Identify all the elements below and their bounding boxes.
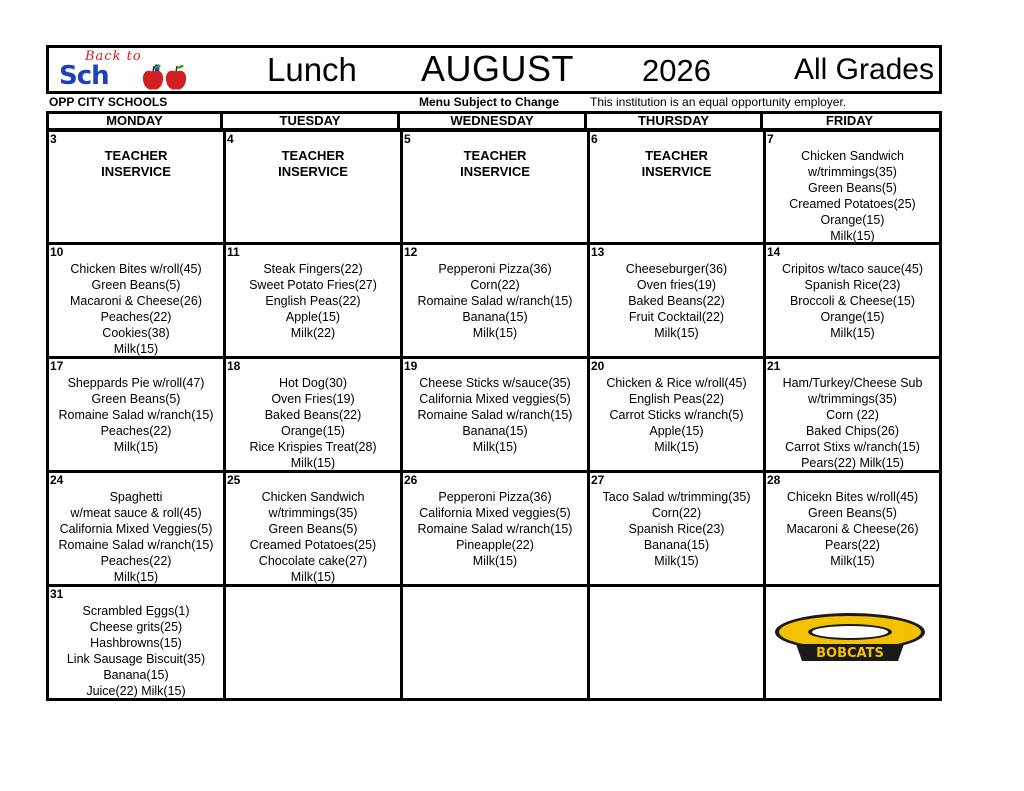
menu-item: Hashbrowns(15) xyxy=(90,636,182,650)
menu-item: Green Beans(5) xyxy=(808,181,897,195)
menu-item: Macaroni & Cheese(26) xyxy=(69,294,202,308)
menu-item: Milk(15) xyxy=(830,229,875,243)
menu-item: Banana(15) xyxy=(103,668,169,682)
menu-item: Scrambled Eggs(1) xyxy=(82,604,190,618)
menu-item: INSERVICE xyxy=(641,164,712,179)
menu-item: Milk(15) xyxy=(472,440,518,454)
menu-item: Carrot Sticks w/ranch(5) xyxy=(609,408,744,422)
menu-title: Lunch xyxy=(267,51,357,88)
day-cell-20 xyxy=(590,359,766,473)
menu-item-list xyxy=(49,603,223,698)
menu-item: Orange(15) xyxy=(281,424,345,438)
weekday-header-row xyxy=(46,111,942,131)
menu-item: Pears(22) xyxy=(825,538,880,552)
menu-item: TEACHER xyxy=(281,148,345,163)
menu-item: Spanish Rice(23) xyxy=(628,522,725,536)
menu-item: Link Sausage Biscuit(35) xyxy=(66,652,206,666)
day-cell-24 xyxy=(49,473,226,587)
menu-item: Peaches(22) xyxy=(100,554,172,568)
day-number: 20 xyxy=(591,359,605,373)
day-cell-11 xyxy=(226,245,403,359)
menu-item: Milk(15) xyxy=(472,326,518,340)
menu-item: Sweet Potato Fries(27) xyxy=(249,278,377,292)
day-number: 25 xyxy=(227,473,241,487)
menu-item: California Mixed veggies(5) xyxy=(419,506,571,520)
menu-item: INSERVICE xyxy=(101,164,171,179)
menu-item: Juice(22) Milk(15) xyxy=(86,684,186,698)
menu-item-list xyxy=(49,261,223,357)
menu-item: TEACHER xyxy=(104,148,168,163)
menu-item: Orange(15) xyxy=(820,213,885,227)
day-cell-13 xyxy=(590,245,766,359)
menu-item-list xyxy=(590,261,763,341)
menu-item: Creamed Potatoes(25) xyxy=(249,538,377,552)
menu-item: Green Beans(5) xyxy=(808,506,897,520)
menu-item: Milk(15) xyxy=(290,570,336,584)
day-cell-21 xyxy=(766,359,939,473)
menu-item: Baked Chips(26) xyxy=(805,424,900,438)
day-number: 6 xyxy=(591,132,598,146)
menu-item: Milk(15) xyxy=(290,456,336,470)
day-number: 21 xyxy=(767,359,781,373)
menu-item: Romaine Salad w/ranch(15) xyxy=(58,538,214,552)
menu-item: Cheese Sticks w/sauce(35) xyxy=(419,376,571,390)
day-number: 26 xyxy=(404,473,418,487)
menu-item: Peaches(22) xyxy=(100,310,172,324)
menu-item: Cheese grits(25) xyxy=(89,620,183,634)
menu-item-list xyxy=(49,489,223,585)
menu-item: Milk(22) xyxy=(290,326,336,340)
day-cell-10 xyxy=(49,245,226,359)
menu-item: Banana(15) xyxy=(643,538,710,552)
menu-item: Romaine Salad w/ranch(15) xyxy=(58,408,214,422)
lunch-calendar-grid xyxy=(46,129,942,701)
apple-icon xyxy=(142,64,188,92)
day-number: 13 xyxy=(591,245,605,259)
menu-item: Chicken Bites w/roll(45) xyxy=(70,262,202,276)
menu-item: Green Beans(5) xyxy=(91,278,181,292)
empty-day-cell xyxy=(226,587,403,698)
day-number: 19 xyxy=(404,359,418,373)
menu-item: Ham/Turkey/Cheese Sub xyxy=(782,376,923,390)
menu-item: Creamed Potatoes(25) xyxy=(789,197,916,211)
logo-school-start: Sch xyxy=(59,61,109,91)
menu-item: TEACHER xyxy=(463,148,527,163)
logo-back-to-text: Back to xyxy=(85,49,142,64)
menu-item: Romaine Salad w/ranch(15) xyxy=(417,294,573,308)
day-cell-4 xyxy=(226,132,403,245)
menu-item: Milk(15) xyxy=(654,440,699,454)
day-cell-3 xyxy=(49,132,226,245)
subject-to-change-notice: Menu Subject to Change xyxy=(419,95,560,109)
menu-item: Pepperoni Pizza(36) xyxy=(438,262,552,276)
menu-item: Taco Salad w/trimming(35) xyxy=(602,490,751,504)
day-number: 12 xyxy=(404,245,418,259)
district-name: OPP CITY SCHOOLS xyxy=(49,95,168,109)
weekday-header-wednesday: WEDNESDAY xyxy=(400,114,587,128)
year-title: 2026 xyxy=(642,53,711,88)
day-number: 28 xyxy=(767,473,781,487)
menu-item: Baked Beans(22) xyxy=(628,294,725,308)
menu-item: Green Beans(5) xyxy=(91,392,181,406)
menu-item: California Mixed veggies(5) xyxy=(419,392,571,406)
menu-item: Oven Fries(19) xyxy=(271,392,355,406)
day-number: 7 xyxy=(767,132,774,146)
day-number: 4 xyxy=(227,132,234,146)
menu-item: Orange(15) xyxy=(820,310,885,324)
menu-item: TEACHER xyxy=(645,148,708,163)
day-cell-5 xyxy=(403,132,590,245)
bobcats-logo-text: BOBCATS xyxy=(816,646,884,661)
weekday-header-monday: MONDAY xyxy=(49,114,223,128)
day-cell-18 xyxy=(226,359,403,473)
menu-item-list xyxy=(766,148,939,244)
day-number: 27 xyxy=(591,473,605,487)
menu-item: Banana(15) xyxy=(462,310,528,324)
menu-item: English Peas(22) xyxy=(265,294,361,308)
bobcats-logo xyxy=(774,611,930,671)
menu-item: Pineapple(22) xyxy=(456,538,534,552)
back-to-school-logo xyxy=(59,51,219,91)
menu-item: Steak Fingers(22) xyxy=(263,262,363,276)
menu-item: Rice Krispies Treat(28) xyxy=(249,440,377,454)
menu-item: Peaches(22) xyxy=(100,424,172,438)
menu-item: Oven fries(19) xyxy=(636,278,717,292)
menu-item: Milk(15) xyxy=(472,554,518,568)
menu-item: w/trimmings(35) xyxy=(808,392,897,406)
menu-item: Carrot Stixs w/ranch(15) xyxy=(785,440,920,454)
menu-item-list xyxy=(49,148,223,180)
menu-item-list xyxy=(226,489,400,585)
day-number: 10 xyxy=(50,245,64,259)
menu-item: Chicken & Rice w/roll(45) xyxy=(606,376,747,390)
menu-item-list xyxy=(226,148,400,180)
day-cell-25 xyxy=(226,473,403,587)
day-cell-7 xyxy=(766,132,939,245)
menu-item-list xyxy=(403,148,587,180)
menu-item-list xyxy=(590,375,763,455)
menu-item: Chocolate cake(27) xyxy=(258,554,368,568)
menu-item: California Mixed Veggies(5) xyxy=(59,522,213,536)
menu-item: Cripitos w/taco sauce(45) xyxy=(781,262,924,276)
menu-item: Pears(22) Milk(15) xyxy=(801,456,904,470)
menu-item: Fruit Cocktail(22) xyxy=(628,310,725,324)
day-cell-17 xyxy=(49,359,226,473)
day-number: 11 xyxy=(227,245,240,259)
day-cell-6 xyxy=(590,132,766,245)
menu-item-list xyxy=(226,261,400,341)
menu-item: Sheppards Pie w/roll(47) xyxy=(67,376,205,390)
menu-item: INSERVICE xyxy=(278,164,348,179)
weekday-header-thursday: THURSDAY xyxy=(587,114,763,128)
menu-item-list xyxy=(226,375,400,471)
menu-item: Cheeseburger(36) xyxy=(625,262,728,276)
menu-item-list xyxy=(403,489,587,569)
menu-item: Pepperoni Pizza(36) xyxy=(438,490,552,504)
menu-item: Baked Beans(22) xyxy=(264,408,362,422)
menu-item: INSERVICE xyxy=(460,164,530,179)
day-number: 18 xyxy=(227,359,241,373)
menu-item-list xyxy=(403,261,587,341)
empty-day-cell xyxy=(403,587,590,698)
menu-item: Milk(15) xyxy=(113,342,159,356)
empty-day-cell xyxy=(590,587,766,698)
day-cell-12 xyxy=(403,245,590,359)
month-title: AUGUST xyxy=(421,48,575,89)
menu-item: Chicekn Bites w/roll(45) xyxy=(786,490,919,504)
menu-item: Macaroni & Cheese(26) xyxy=(786,522,919,536)
menu-item: Hot Dog(30) xyxy=(278,376,348,390)
day-number: 5 xyxy=(404,132,411,146)
day-cell-31 xyxy=(49,587,226,698)
menu-item-list xyxy=(403,375,587,455)
menu-item-list xyxy=(766,261,939,341)
title-bar xyxy=(46,45,942,94)
menu-item: Milk(15) xyxy=(654,326,699,340)
menu-item: w/meat sauce & roll(45) xyxy=(70,506,202,520)
day-number: 3 xyxy=(50,132,57,146)
day-cell-14 xyxy=(766,245,939,359)
menu-item: Cookies(38) xyxy=(102,326,170,340)
empty-day-cell xyxy=(766,587,939,698)
day-number: 17 xyxy=(50,359,64,373)
equal-opportunity-statement: This institution is an equal opportunity employer. xyxy=(590,95,847,109)
menu-item-list xyxy=(766,489,939,569)
menu-item: Chicken Sandwich xyxy=(261,490,365,504)
menu-item: Apple(15) xyxy=(649,424,704,438)
menu-item-list xyxy=(590,489,763,569)
menu-item: Corn(22) xyxy=(651,506,702,520)
menu-item: Spaghetti xyxy=(109,490,163,504)
day-number: 31 xyxy=(50,587,64,601)
menu-item: w/trimmings(35) xyxy=(808,165,897,179)
day-cell-27 xyxy=(590,473,766,587)
menu-item: Milk(15) xyxy=(830,326,875,340)
menu-item: Milk(15) xyxy=(654,554,699,568)
day-cell-28 xyxy=(766,473,939,587)
menu-item: Spanish Rice(23) xyxy=(804,278,901,292)
menu-item: Chicken Sandwich xyxy=(801,149,904,163)
day-number: 24 xyxy=(50,473,64,487)
menu-item: Milk(15) xyxy=(113,570,159,584)
menu-item: Milk(15) xyxy=(113,440,159,454)
day-number: 14 xyxy=(767,245,781,259)
menu-item: Banana(15) xyxy=(462,424,528,438)
menu-item: Green Beans(5) xyxy=(268,522,358,536)
weekday-header-tuesday: TUESDAY xyxy=(223,114,400,128)
day-cell-19 xyxy=(403,359,590,473)
menu-item: w/trimmings(35) xyxy=(268,506,358,520)
menu-item-list xyxy=(49,375,223,455)
menu-item: Apple(15) xyxy=(285,310,341,324)
menu-item: Romaine Salad w/ranch(15) xyxy=(417,408,573,422)
menu-item: Romaine Salad w/ranch(15) xyxy=(417,522,573,536)
menu-item-list xyxy=(766,375,939,471)
menu-item: Milk(15) xyxy=(830,554,875,568)
menu-item: Broccoli & Cheese(15) xyxy=(789,294,916,308)
weekday-header-friday: FRIDAY xyxy=(825,113,874,128)
grades-title: All Grades xyxy=(793,53,934,86)
menu-item: Corn (22) xyxy=(826,408,879,422)
menu-item-list xyxy=(590,148,763,180)
day-cell-26 xyxy=(403,473,590,587)
menu-item: Corn(22) xyxy=(470,278,520,292)
menu-item: English Peas(22) xyxy=(628,392,725,406)
